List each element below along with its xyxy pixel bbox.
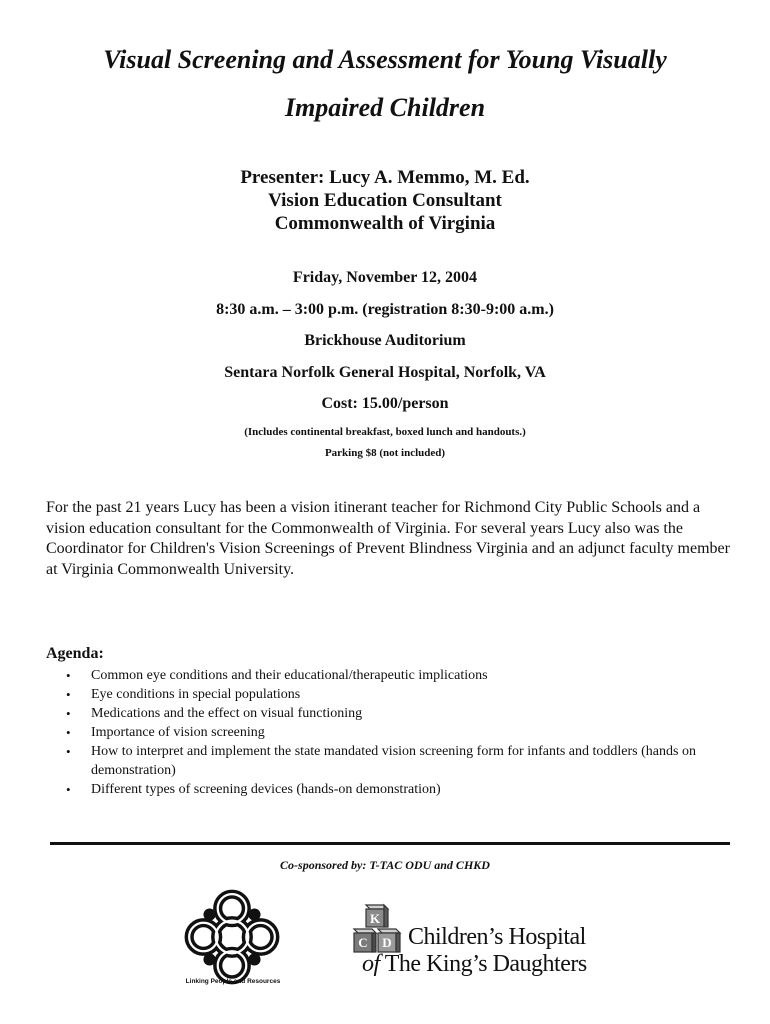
- event-date: Friday, November 12, 2004: [292, 269, 478, 286]
- chkd-logo-of: of: [362, 951, 380, 977]
- agenda-item-text: Importance of vision screening: [91, 725, 265, 740]
- agenda-item-text: Different types of screening devices (hands-on demonstration): [91, 782, 441, 797]
- agenda-item-text: Common eye conditions and their educational/therapeutic implications: [91, 668, 488, 683]
- agenda-item: [46, 742, 736, 780]
- bullet-icon: •: [66, 668, 71, 683]
- agenda-list: [46, 666, 736, 799]
- cosponsor-line: Co-sponsored by: T-TAC ODU and CHKD: [280, 858, 490, 872]
- event-venue: Brickhouse Auditorium: [304, 332, 466, 349]
- event-includes-note: (Includes continental breakfast, boxed lunch and handouts.): [244, 426, 526, 438]
- svg-text:D: D: [382, 935, 392, 950]
- presenter-bio: For the past 21 years Lucy has been a vision itinerant teacher for Richmond City Public Schools and a vision education consultant for the Commonwealth of Virginia. For several years Lucy also was the Coordinator for Children's Vision Screenings of Prevent Blindness Virginia and an adjunct faculty member at Virginia Commonwealth University.: [46, 499, 730, 578]
- bullet-icon: •: [66, 744, 71, 759]
- event-time: 8:30 a.m. – 3:00 p.m. (registration 8:30-9:00 a.m.): [216, 301, 554, 318]
- document-title-line-2: Impaired Children: [284, 93, 486, 122]
- agenda-item: [46, 704, 736, 723]
- presenter-role: Vision Education Consultant: [268, 190, 502, 211]
- agenda-item: [46, 685, 736, 704]
- event-location: Sentara Norfolk General Hospital, Norfolk, VA: [224, 364, 546, 381]
- chkd-logo-line-2: [362, 951, 587, 977]
- svg-text:C: C: [358, 935, 368, 950]
- bullet-icon: •: [66, 687, 71, 702]
- agenda-item: [46, 780, 736, 799]
- agenda-item: [46, 723, 736, 742]
- bullet-icon: •: [66, 782, 71, 797]
- footer-divider: [50, 842, 730, 845]
- event-parking-note: Parking $8 (not included): [324, 447, 446, 459]
- document-title-line-1: Visual Screening and Assessment for Young Visually: [103, 45, 667, 74]
- bullet-icon: •: [66, 725, 71, 740]
- presenter-name: Presenter: Lucy A. Memmo, M. Ed.: [240, 167, 530, 188]
- presenter-organization: Commonwealth of Virginia: [274, 213, 496, 234]
- event-cost: Cost: 15.00/person: [321, 395, 449, 412]
- bullet-icon: •: [66, 706, 71, 721]
- ttac-caption: Linking People and Resources: [185, 978, 281, 985]
- agenda-item-text: How to interpret and implement the state mandated vision screening form for infants and toddlers (hands on demonstration): [91, 744, 696, 778]
- chkd-logo-line-1: Children’s Hospital: [408, 924, 586, 950]
- agenda-item-text: Eye conditions in special populations: [91, 687, 301, 702]
- chkd-logo-kings-daughters: The King’s Daughters: [384, 951, 587, 977]
- agenda-heading: Agenda:: [46, 645, 104, 662]
- svg-text:K: K: [369, 911, 381, 926]
- abc-blocks-icon: [352, 903, 408, 955]
- agenda-item-text: Medications and the effect on visual functioning: [91, 706, 363, 721]
- agenda-item: [46, 666, 736, 685]
- celtic-knot-icon: [181, 886, 283, 988]
